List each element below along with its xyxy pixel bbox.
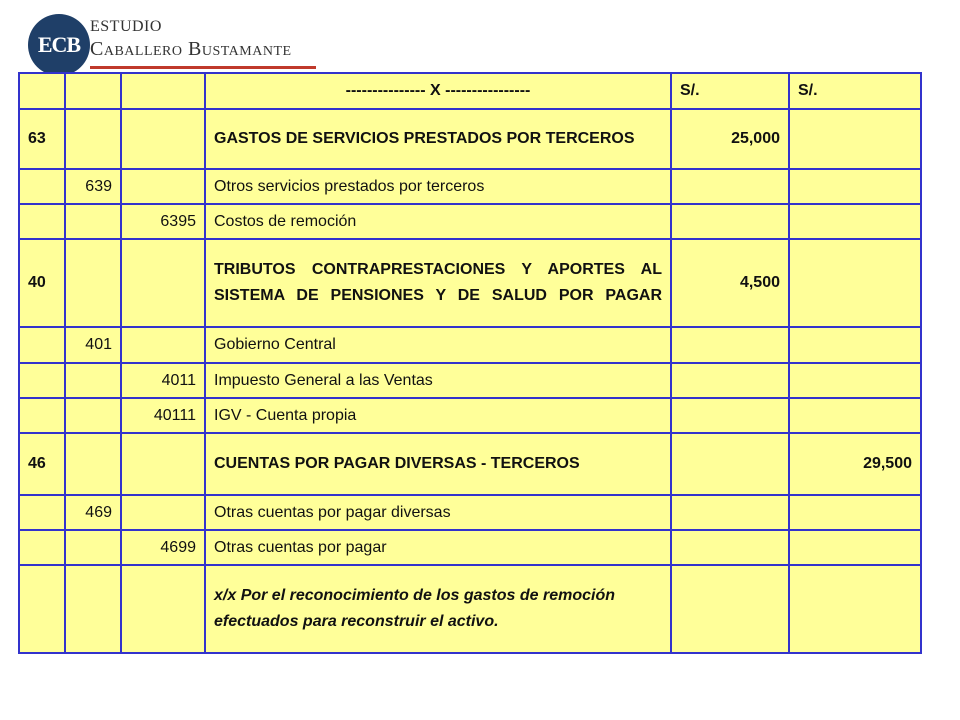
debit-amount bbox=[671, 363, 789, 398]
account-description: Costos de remoción bbox=[205, 204, 671, 239]
logo-line-2: Caballero Bustamante bbox=[90, 38, 292, 60]
table-row bbox=[19, 530, 921, 565]
credit-currency: S/. bbox=[789, 73, 921, 109]
subaccount-code bbox=[65, 109, 121, 169]
account-description: Otros servicios prestados por terceros bbox=[205, 169, 671, 204]
table-row bbox=[19, 363, 921, 398]
account-code bbox=[19, 327, 65, 363]
account-description: CUENTAS POR PAGAR DIVERSAS - TERCEROS bbox=[205, 433, 671, 495]
credit-amount bbox=[789, 495, 921, 530]
divisionary-code: 4699 bbox=[121, 530, 205, 565]
divisionary-code bbox=[121, 327, 205, 363]
debit-amount bbox=[671, 398, 789, 433]
divisionary-code bbox=[121, 495, 205, 530]
credit-amount bbox=[789, 530, 921, 565]
account-description: IGV - Cuenta propia bbox=[205, 398, 671, 433]
header-cell-divisionary bbox=[121, 73, 205, 109]
account-code bbox=[19, 169, 65, 204]
account-code bbox=[19, 204, 65, 239]
account-code bbox=[19, 495, 65, 530]
account-code: 46 bbox=[19, 433, 65, 495]
gloss-row bbox=[19, 565, 921, 653]
table-row bbox=[19, 495, 921, 530]
credit-amount bbox=[789, 398, 921, 433]
credit-amount bbox=[789, 169, 921, 204]
journal-entry-table bbox=[18, 72, 922, 654]
subaccount-code bbox=[65, 239, 121, 327]
credit-amount bbox=[789, 109, 921, 169]
credit-amount bbox=[789, 363, 921, 398]
account-description: Otras cuentas por pagar diversas bbox=[205, 495, 671, 530]
table-row bbox=[19, 398, 921, 433]
subaccount-code bbox=[65, 204, 121, 239]
header-row bbox=[19, 73, 921, 109]
gloss-empty-cell bbox=[19, 565, 65, 653]
subaccount-code: 639 bbox=[65, 169, 121, 204]
entry-marker: --------------- X ---------------- bbox=[205, 73, 671, 109]
table-row bbox=[19, 109, 921, 169]
subaccount-code bbox=[65, 530, 121, 565]
debit-amount bbox=[671, 169, 789, 204]
account-code bbox=[19, 398, 65, 433]
account-description: Gobierno Central bbox=[205, 327, 671, 363]
entry-gloss: x/x Por el reconocimiento de los gastos de remoción efectuados para reconstruir el activo. bbox=[205, 565, 671, 653]
debit-currency: S/. bbox=[671, 73, 789, 109]
gloss-empty-cell bbox=[789, 565, 921, 653]
gloss-empty-cell bbox=[65, 565, 121, 653]
company-logo bbox=[28, 14, 298, 78]
header-cell-account bbox=[19, 73, 65, 109]
table-row bbox=[19, 204, 921, 239]
debit-amount: 4,500 bbox=[671, 239, 789, 327]
subaccount-code: 401 bbox=[65, 327, 121, 363]
gloss-empty-cell bbox=[121, 565, 205, 653]
account-description: Impuesto General a las Ventas bbox=[205, 363, 671, 398]
account-code: 40 bbox=[19, 239, 65, 327]
credit-amount: 29,500 bbox=[789, 433, 921, 495]
divisionary-code bbox=[121, 109, 205, 169]
debit-amount bbox=[671, 530, 789, 565]
logo-rule bbox=[90, 66, 316, 69]
account-code bbox=[19, 363, 65, 398]
subaccount-code bbox=[65, 363, 121, 398]
divisionary-code bbox=[121, 433, 205, 495]
credit-amount bbox=[789, 327, 921, 363]
table-row bbox=[19, 239, 921, 327]
divisionary-code bbox=[121, 239, 205, 327]
subaccount-code: 469 bbox=[65, 495, 121, 530]
account-code: 63 bbox=[19, 109, 65, 169]
table-row bbox=[19, 433, 921, 495]
account-code bbox=[19, 530, 65, 565]
debit-amount bbox=[671, 204, 789, 239]
table-row bbox=[19, 327, 921, 363]
table-row bbox=[19, 169, 921, 204]
account-description: TRIBUTOS CONTRAPRESTACIONES Y APORTES AL SISTEMA DE PENSIONES Y DE SALUD POR PAGAR bbox=[205, 239, 671, 327]
logo-mark-text: ECB bbox=[37, 32, 81, 57]
divisionary-code: 4011 bbox=[121, 363, 205, 398]
logo-mark bbox=[28, 14, 90, 76]
credit-amount bbox=[789, 239, 921, 327]
account-description: Otras cuentas por pagar bbox=[205, 530, 671, 565]
header-cell-subaccount bbox=[65, 73, 121, 109]
credit-amount bbox=[789, 204, 921, 239]
logo-line-1: ESTUDIO bbox=[90, 18, 162, 35]
divisionary-code: 40111 bbox=[121, 398, 205, 433]
account-description: GASTOS DE SERVICIOS PRESTADOS POR TERCEROS bbox=[205, 109, 671, 169]
debit-amount: 25,000 bbox=[671, 109, 789, 169]
subaccount-code bbox=[65, 398, 121, 433]
divisionary-code bbox=[121, 169, 205, 204]
subaccount-code bbox=[65, 433, 121, 495]
gloss-empty-cell bbox=[671, 565, 789, 653]
debit-amount bbox=[671, 495, 789, 530]
debit-amount bbox=[671, 327, 789, 363]
divisionary-code: 6395 bbox=[121, 204, 205, 239]
debit-amount bbox=[671, 433, 789, 495]
